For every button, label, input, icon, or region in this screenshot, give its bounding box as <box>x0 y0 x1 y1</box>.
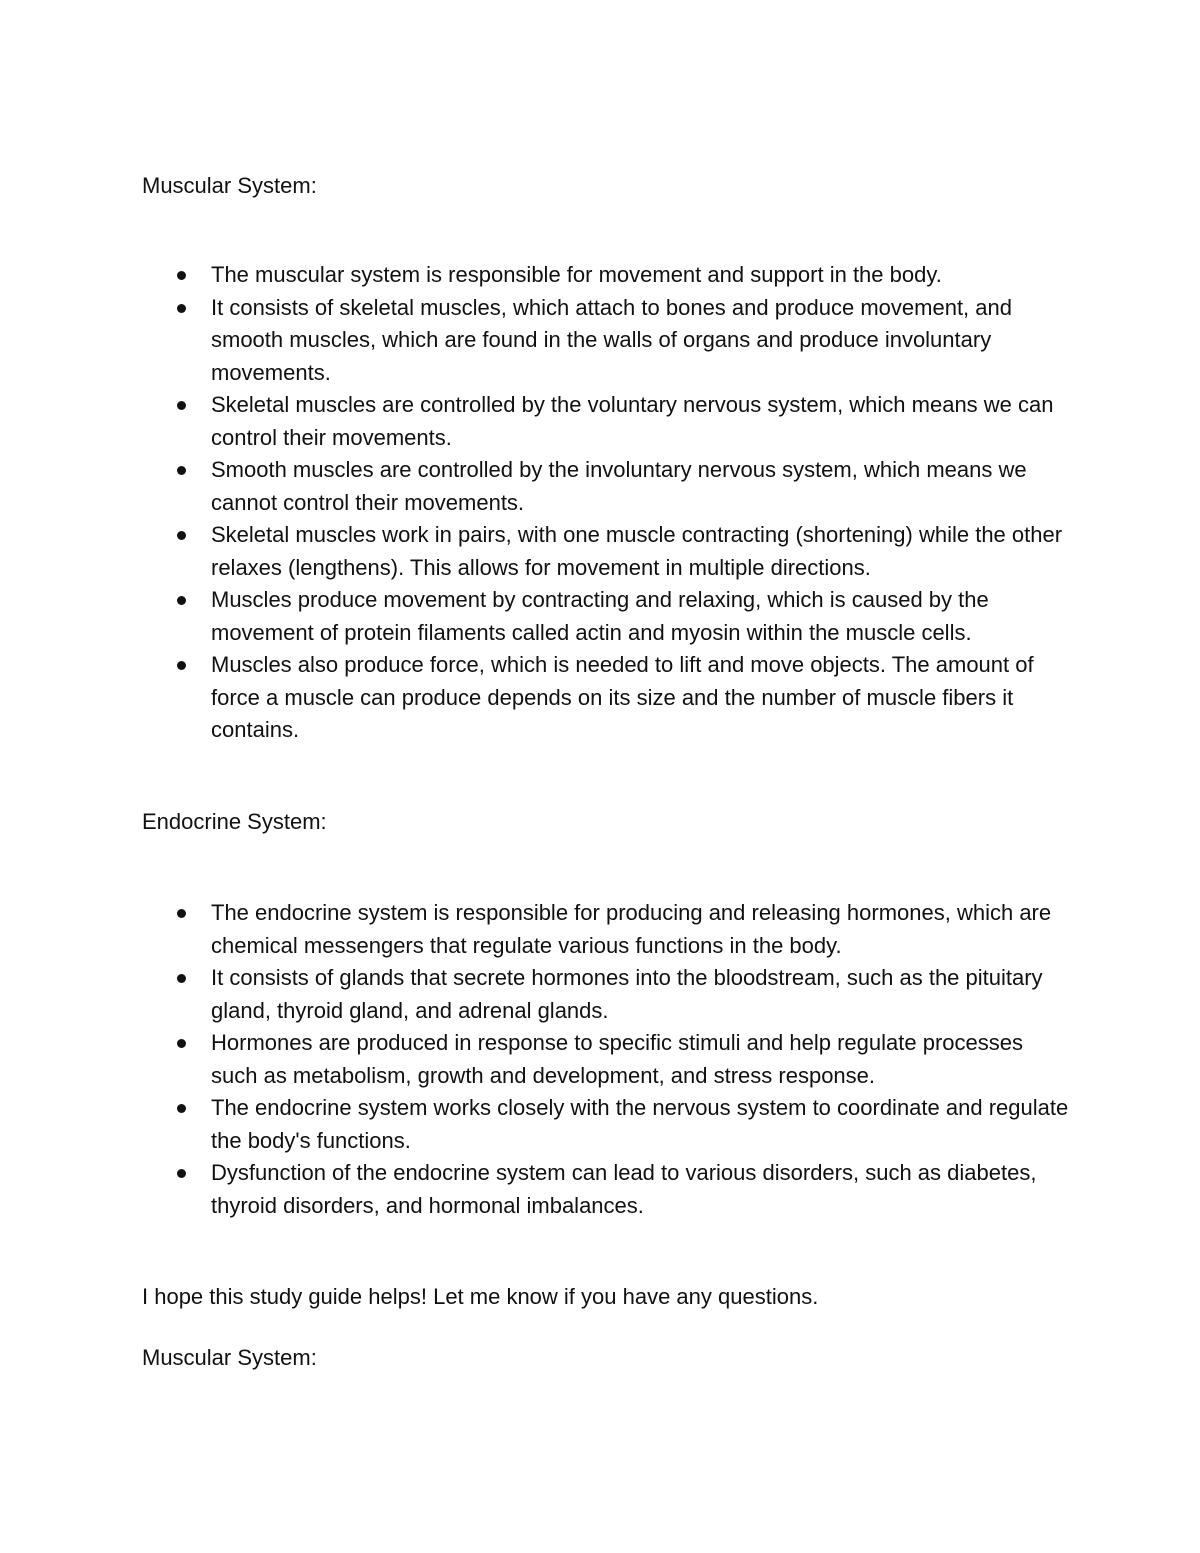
bullet-icon <box>177 401 186 410</box>
bullet-icon <box>177 661 186 670</box>
list-item: Dysfunction of the endocrine system can lead to various disorders, such as diabetes, thyroid disorders, and hormonal imbalances. <box>0 1157 1200 1222</box>
bullet-icon <box>177 531 186 540</box>
bullet-icon <box>177 974 186 983</box>
list-item: The muscular system is responsible for movement and support in the body. <box>0 259 1200 292</box>
bullet-icon <box>177 1039 186 1048</box>
bullet-icon <box>177 466 186 475</box>
list-item: The endocrine system works closely with the nervous system to coordinate and regulate the body's functions. <box>0 1092 1200 1157</box>
list-item: The endocrine system is responsible for producing and releasing hormones, which are chemical messengers that regulate various functions in the body. <box>0 897 1200 962</box>
bullet-icon <box>177 1169 186 1178</box>
bullet-icon <box>177 271 186 280</box>
bullet-icon <box>177 596 186 605</box>
list-item: Skeletal muscles are controlled by the voluntary nervous system, which means we can control their movements. <box>0 389 1200 454</box>
list-item: Muscles produce movement by contracting and relaxing, which is caused by the movement of protein filaments called actin and myosin within the muscle cells. <box>0 584 1200 649</box>
list-item: It consists of glands that secrete hormones into the bloodstream, such as the pituitary gland, thyroid gland, and adrenal glands. <box>0 962 1200 1027</box>
list-item: It consists of skeletal muscles, which attach to bones and produce movement, and smooth muscles, which are found in the walls of organs and produce involuntary movements. <box>0 292 1200 390</box>
bullet-icon <box>177 304 186 313</box>
bullet-icon <box>177 1104 186 1113</box>
bullet-icon <box>177 909 186 918</box>
closing-paragraph: I hope this study guide helps! Let me know if you have any questions. <box>142 1284 819 1309</box>
section-heading-muscular: Muscular System: <box>142 173 317 198</box>
section-heading-endocrine: Endocrine System: <box>142 809 327 834</box>
list-item: Muscles also produce force, which is needed to lift and move objects. The amount of force a muscle can produce depends on its size and the number of muscle fibers it contains. <box>0 649 1200 747</box>
list-item: Hormones are produced in response to specific stimuli and help regulate processes such as metabolism, growth and development, and stress response. <box>0 1027 1200 1092</box>
list-item: Smooth muscles are controlled by the involuntary nervous system, which means we cannot control their movements. <box>0 454 1200 519</box>
trailing-section-heading: Muscular System: <box>142 1345 317 1370</box>
list-item: Skeletal muscles work in pairs, with one muscle contracting (shortening) while the other relaxes (lengthens). This allows for movement in multiple directions. <box>0 519 1200 584</box>
muscular-bullet-list <box>0 259 1200 747</box>
endocrine-bullet-list <box>0 897 1200 1222</box>
